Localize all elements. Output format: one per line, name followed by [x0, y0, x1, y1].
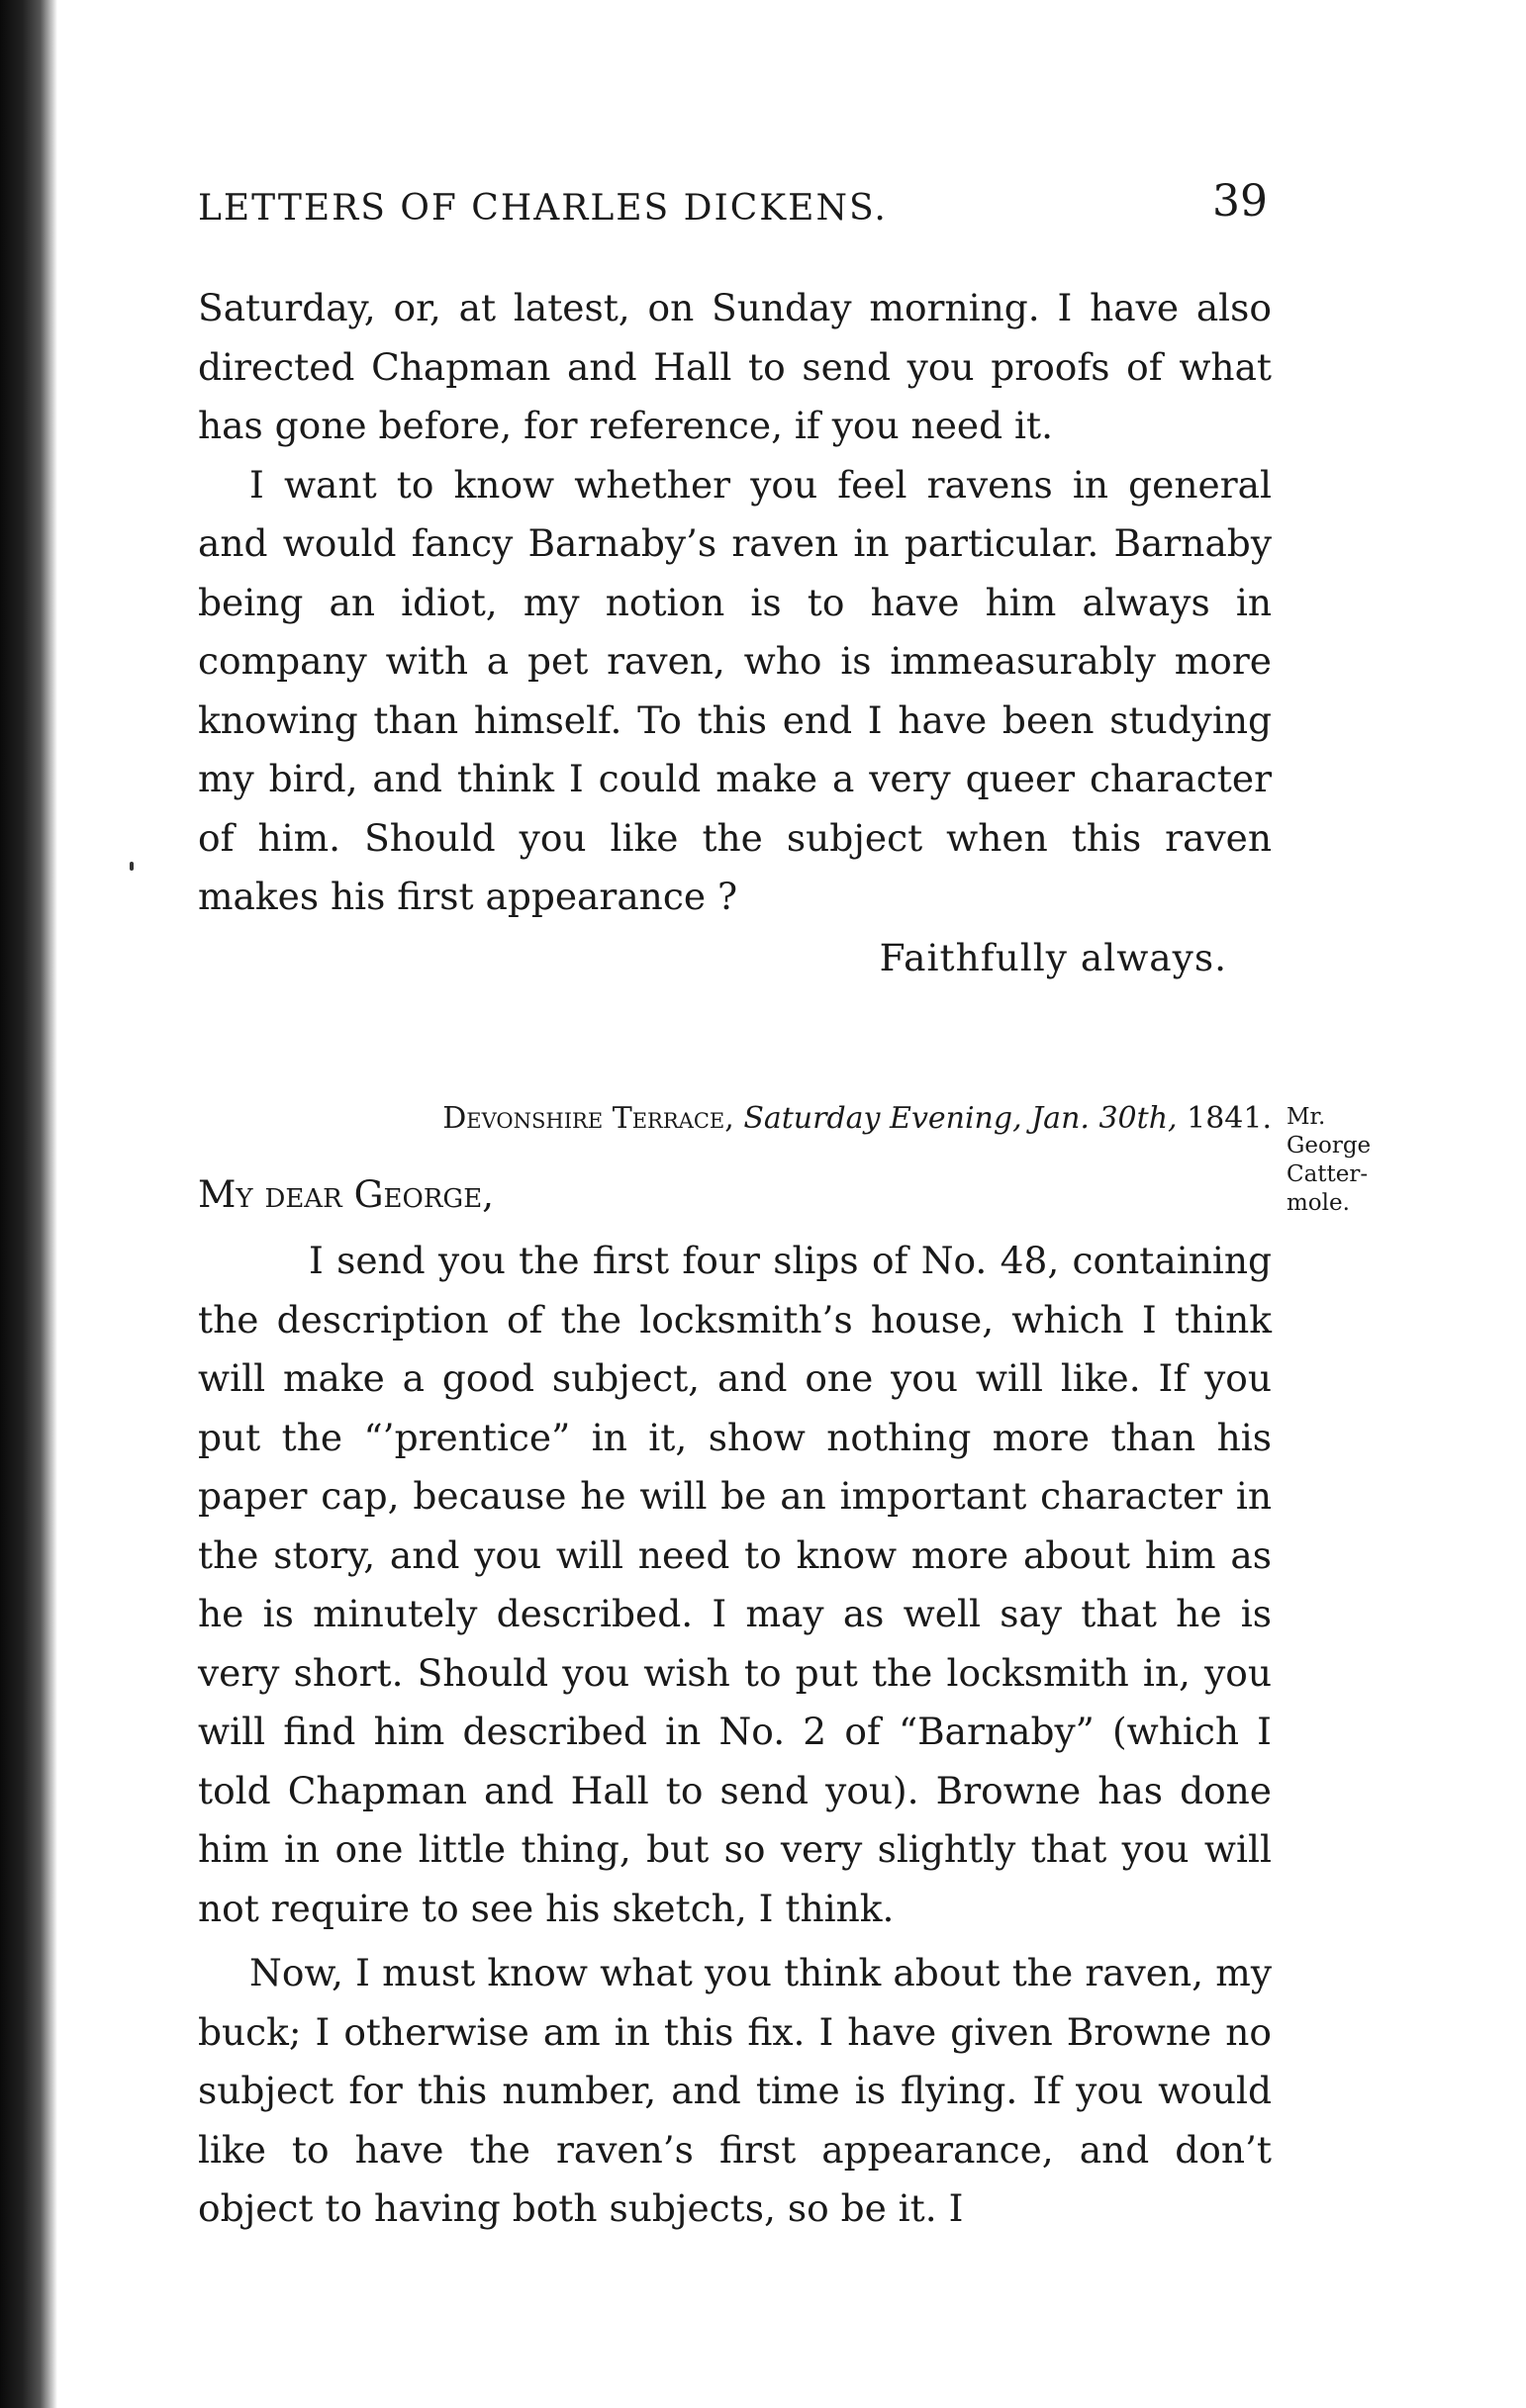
letter-2-dateline — [198, 1101, 1272, 1136]
recipient-line: Mr. — [1287, 1104, 1326, 1130]
letter-1-continuation: Saturday, or, at latest, on Sunday morning. I have also directed Chapman and Hall to send you proofs of what has gone before, for reference, if you need it. — [198, 286, 1272, 447]
recipient-margin-note — [1287, 1103, 1395, 1218]
letter-1-closing: Faithfully always. — [879, 936, 1227, 979]
salutation-prefix: My dear — [198, 1172, 342, 1216]
running-head: LETTERS OF CHARLES DICKENS. — [198, 188, 888, 229]
recipient-line: George — [1287, 1133, 1372, 1158]
page-number: 39 — [1212, 176, 1268, 227]
salutation-name: George, — [353, 1172, 495, 1216]
recipient-line: mole. — [1287, 1190, 1350, 1216]
letter-2-paragraph-1: I send you the first four slips of No. 48, containing the description of the locksmith’s house, which I think will make a good subject, and one you will like. If you put the “’prentice” in it, show nothing more than his paper cap, because he will be an important character in the story, and you will need to know more about him as he is minutely described. I may as well say that he is very short. Should you wish to put the locksmith in, you will find him described in No. 2 of “Barnaby” (which I told Chapman and Hall to send you). Browne has done him in one little thing, but so very slightly that you will not require to see his sketch, I think. — [198, 1239, 1272, 1930]
letter-2-body — [198, 1232, 1272, 2239]
ink-speck — [130, 862, 134, 871]
dateline-place: Devonshire Terrace, — [442, 1101, 734, 1136]
recipient-line: Catter- — [1287, 1161, 1369, 1187]
letter-2-paragraph-2: Now, I must know what you think about the raven, my buck; I otherwise am in this fix. I have given Browne no subject for this number, and time is flying. If you would like to have the raven’s first appearance, and don’t object to having both subjects, so be it. I — [198, 1951, 1272, 2230]
dateline-year: 1841. — [1187, 1101, 1272, 1136]
book-spine-shadow — [0, 0, 57, 2408]
letter-1-paragraph-2: I want to know whether you feel ravens in general and would fancy Barnaby’s raven in particular. Barnaby being an idiot, my notion is to have him always in company with a pet raven, who is immeasurably more knowing than himself. To this end I have been studying my bird, and think I could make a very queer character of him. Should you like the subject when this raven makes his first appearance ? — [198, 462, 1272, 918]
dateline-time: Saturday Evening, Jan. 30th, — [743, 1101, 1178, 1136]
letter-2-salutation — [198, 1172, 494, 1216]
letter-1-body — [198, 279, 1272, 927]
